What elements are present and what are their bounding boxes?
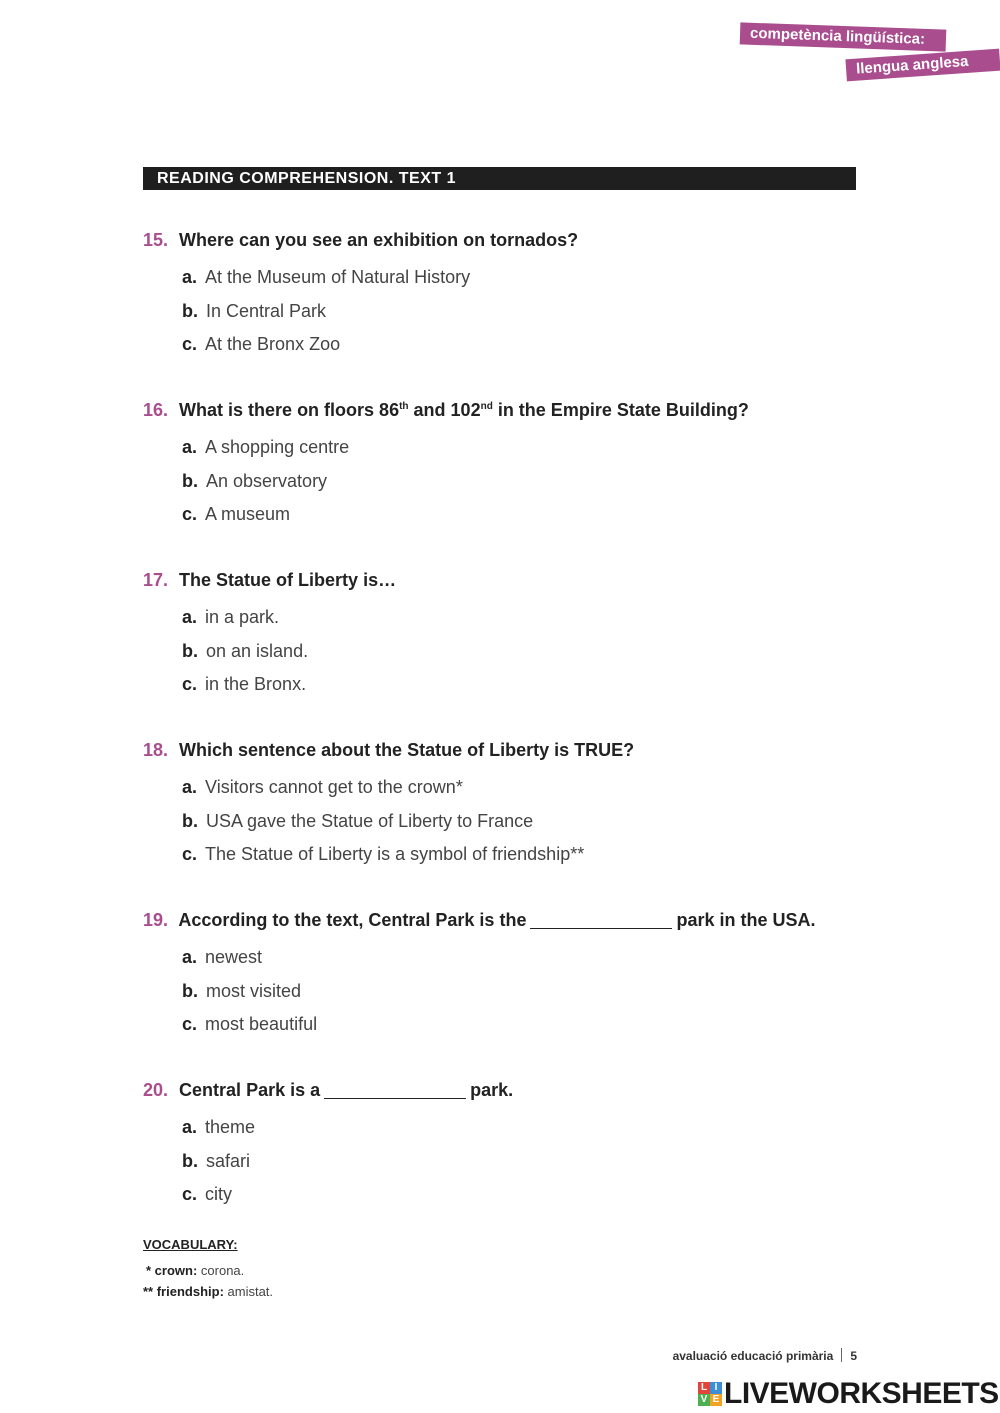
page-footer	[673, 1348, 857, 1363]
vocabulary-translation: amistat.	[223, 1284, 274, 1299]
question-text-part: in the Empire State Building?	[492, 400, 749, 420]
option-c[interactable]	[182, 328, 883, 362]
question-text-before: According to the text, Central Park is the	[178, 910, 527, 930]
logo-letter: I	[710, 1382, 722, 1394]
option-text: theme	[205, 1117, 256, 1137]
option-letter: a.	[182, 947, 198, 967]
option-letter: a.	[182, 1117, 198, 1137]
question-number: 18.	[143, 740, 169, 760]
option-c[interactable]	[182, 498, 883, 532]
footer-text: avaluació educació primària	[672, 1349, 834, 1363]
option-text: city	[205, 1184, 233, 1205]
vocabulary-term: ** friendship:	[143, 1284, 224, 1299]
question-text: The Statue of Liberty is…	[179, 570, 397, 590]
question-17	[143, 567, 883, 702]
option-c[interactable]	[182, 1008, 883, 1042]
ordinal-suffix: nd	[480, 401, 493, 412]
page-number: 5	[850, 1349, 857, 1363]
option-text: in the Bronx.	[205, 674, 307, 695]
option-c[interactable]	[182, 1178, 883, 1212]
vocabulary-title: VOCABULARY:	[143, 1237, 238, 1252]
option-text: At the Bronx Zoo	[205, 334, 341, 355]
question-text: Where can you see an exhibition on tornados?	[179, 230, 579, 250]
option-text: safari	[206, 1150, 251, 1171]
answer-blank[interactable]	[324, 1080, 466, 1099]
vocabulary-item-crown	[146, 1263, 244, 1278]
option-letter: c.	[182, 334, 198, 355]
question-text-part: What is there on floors 86	[179, 400, 400, 420]
question-16	[143, 397, 883, 532]
option-text: A shopping centre	[205, 437, 350, 457]
question-line	[143, 1077, 883, 1103]
option-a[interactable]	[182, 941, 883, 975]
option-letter: b.	[182, 470, 198, 491]
option-letter: c.	[182, 674, 198, 695]
question-number: 19.	[143, 910, 169, 930]
question-line	[143, 397, 883, 423]
option-text: most visited	[206, 980, 302, 1001]
liveworksheets-icon	[698, 1382, 722, 1406]
option-text: in a park.	[205, 607, 280, 627]
question-number: 15.	[143, 230, 169, 250]
option-a[interactable]	[182, 1111, 883, 1145]
logo-letter: E	[710, 1394, 722, 1406]
option-text: Visitors cannot get to the crown*	[205, 777, 463, 797]
options-list	[143, 1111, 883, 1212]
question-text: Which sentence about the Statue of Liberty is TRUE?	[179, 740, 635, 760]
question-number: 17.	[143, 570, 169, 590]
option-letter: c.	[182, 1014, 198, 1035]
option-text: most beautiful	[205, 1014, 318, 1035]
option-a[interactable]	[182, 771, 883, 805]
footer-separator	[841, 1348, 842, 1362]
question-19	[143, 907, 883, 1042]
option-b[interactable]	[182, 295, 883, 329]
question-18	[143, 737, 883, 872]
question-line	[143, 737, 883, 763]
option-a[interactable]	[182, 261, 883, 295]
option-letter: a.	[182, 437, 198, 457]
option-b[interactable]	[182, 805, 883, 839]
option-text: on an island.	[206, 640, 309, 661]
option-text: The Statue of Liberty is a symbol of friendship**	[205, 844, 585, 865]
header-tag-language: llengua anglesa	[845, 49, 1000, 82]
question-text	[178, 910, 815, 930]
question-text	[179, 400, 749, 420]
vocabulary-translation: corona.	[197, 1263, 245, 1278]
option-letter: b.	[182, 300, 198, 321]
question-number: 20.	[143, 1080, 169, 1100]
option-a[interactable]	[182, 431, 883, 465]
option-text: A museum	[205, 504, 291, 525]
option-letter: b.	[182, 980, 198, 1001]
option-letter: c.	[182, 504, 198, 525]
section-title: READING COMPREHENSION. TEXT 1	[143, 167, 856, 190]
vocabulary-term: * crown:	[146, 1263, 198, 1278]
option-text: An observatory	[206, 470, 328, 491]
options-list	[143, 941, 883, 1042]
option-c[interactable]	[182, 838, 883, 872]
option-c[interactable]	[182, 668, 883, 702]
option-b[interactable]	[182, 975, 883, 1009]
question-15	[143, 227, 883, 362]
option-letter: c.	[182, 1184, 198, 1205]
option-letter: b.	[182, 1150, 198, 1171]
question-number: 16.	[143, 400, 169, 420]
options-list	[143, 261, 883, 362]
question-line	[143, 227, 883, 253]
option-text: newest	[205, 947, 263, 967]
question-text	[179, 1080, 513, 1100]
option-letter: a.	[182, 267, 198, 287]
question-line	[143, 567, 883, 593]
option-a[interactable]	[182, 601, 883, 635]
question-text-before: Central Park is a	[179, 1080, 321, 1100]
options-list	[143, 771, 883, 872]
options-list	[143, 431, 883, 532]
answer-blank[interactable]	[530, 910, 672, 929]
option-text: In Central Park	[206, 300, 327, 321]
vocabulary-item-friendship	[143, 1284, 273, 1299]
options-list	[143, 601, 883, 702]
option-letter: b.	[182, 810, 198, 831]
option-letter: a.	[182, 777, 198, 797]
question-line	[143, 907, 883, 933]
option-b[interactable]	[182, 1145, 883, 1179]
option-letter: a.	[182, 607, 198, 627]
logo-letter: V	[698, 1394, 710, 1406]
option-text: USA gave the Statue of Liberty to France	[206, 810, 534, 831]
ordinal-suffix: th	[399, 401, 409, 412]
brand-name: LIVEWORKSHEETS	[724, 1377, 999, 1410]
option-b[interactable]	[182, 465, 883, 499]
question-text-after: park.	[470, 1080, 514, 1100]
question-text-part: and 102	[408, 400, 481, 420]
option-text: At the Museum of Natural History	[205, 267, 471, 287]
question-20	[143, 1077, 883, 1212]
option-b[interactable]	[182, 635, 883, 669]
option-letter: c.	[182, 844, 198, 865]
question-text-after: park in the USA.	[676, 910, 816, 930]
option-letter: b.	[182, 640, 198, 661]
liveworksheets-logo[interactable]	[698, 1378, 999, 1410]
logo-letter: L	[698, 1382, 710, 1394]
header-tag-competence: competència lingüística:	[740, 22, 947, 51]
